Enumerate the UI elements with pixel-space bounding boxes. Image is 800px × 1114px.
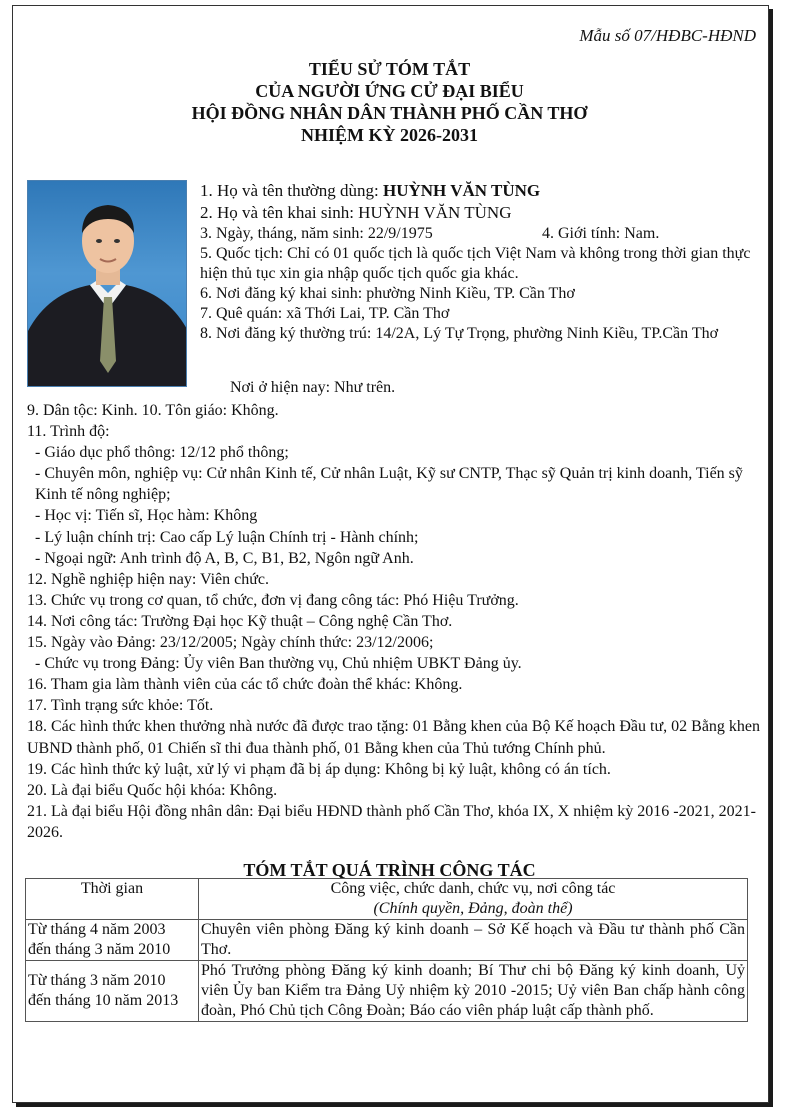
education-heading: 11. Trình độ: [27, 423, 110, 441]
time-end: đến tháng 3 năm 2010 [28, 941, 171, 958]
degree: - Học vị: Tiến sĩ, Học hàm: Không [35, 507, 258, 525]
common-name-label: 1. Họ và tên thường dùng: [200, 181, 383, 200]
birth-name-label: 2. Họ và tên khai sinh: [200, 203, 359, 222]
party-dates: 15. Ngày vào Đảng: 23/12/2005; Ngày chính thức: 23/12/2006; [27, 634, 434, 652]
work-history-heading: TÓM TẮT QUÁ TRÌNH CÔNG TÁC [243, 860, 536, 880]
common-name-row [200, 180, 762, 202]
birth-name-row [200, 202, 762, 224]
occupation: 12. Nghề nghiệp hiện nay: Viên chức. [27, 570, 270, 588]
personal-info [200, 180, 762, 344]
form-number: Mẫu số 07/HĐBC-HĐND [579, 26, 756, 45]
birth-name: HUỲNH VĂN TÙNG [358, 203, 512, 222]
permanent-residence: 8. Nơi đăng ký thường trú: 14/2A, Lý Tự Trọng, phường Ninh Kiều, TP.Cần Thơ [200, 325, 719, 342]
time-start: Từ tháng 3 năm 2010 [28, 972, 166, 989]
portrait-illustration [28, 181, 187, 387]
column-header-work [199, 879, 748, 920]
time-cell [26, 961, 199, 1022]
discipline: 19. Các hình thức kỷ luật, xử lý vi phạm đã bị áp dụng: Không bị kỷ luật, không có án tích. [27, 760, 611, 778]
awards: 18. Các hình thức khen thưởng nhà nước đã được trao tặng: 01 Bằng khen của Bộ Kế hoạch Đầu tư, 02 Bằng khen UBND thành phố, 01 Chiến sĩ thi đua thành phố, 01 Bằng khen của Thủ tướng Chính phủ. [27, 718, 761, 757]
specialty: - Chuyên môn, nghiệp vụ: Cử nhân Kinh tế, Cử nhân Luật, Kỹ sư CNTP, Thạc sỹ Quản trị kinh doanh, Tiến sỹ Kinh tế nông nghiệp; [35, 465, 743, 504]
general-education: - Giáo dục phổ thông: 12/12 phổ thông; [35, 444, 289, 462]
time-cell [26, 920, 199, 961]
workplace: 14. Nơi công tác: Trường Đại học Kỹ thuật – Công nghệ Cần Thơ. [27, 612, 453, 630]
title-line-4: NHIỆM KỲ 2026-2031 [301, 125, 478, 145]
date-of-birth: 3. Ngày, tháng, năm sinh: 22/9/1975 [200, 225, 433, 242]
organizations: 16. Tham gia làm thành viên của các tổ chức đoàn thể khác: Không. [27, 676, 463, 694]
health: 17. Tình trạng sức khỏe: Tốt. [27, 697, 214, 715]
time-end: đến tháng 10 năm 2013 [28, 992, 179, 1009]
description-cell: Chuyên viên phòng Đăng ký kinh doanh – Sở Kế hoạch và Đầu tư thành phố Cần Thơ. [199, 920, 748, 961]
party-position: - Chức vụ trong Đảng: Ủy viên Ban thường vụ, Chủ nhiệm UBKT Đảng ủy. [35, 655, 522, 673]
title-line-2: CỦA NGƯỜI ỨNG CỬ ĐẠI BIỂU [255, 81, 524, 101]
title-line-3: HỘI ĐỒNG NHÂN DÂN THÀNH PHỐ CẦN THƠ [191, 103, 588, 123]
foreign-language: - Ngoại ngữ: Anh trình độ A, B, C, B1, B2, Ngôn ngữ Anh. [35, 549, 414, 567]
document-title [12, 58, 767, 146]
national-assembly: 20. Là đại biểu Quốc hội khóa: Không. [27, 781, 278, 799]
table-row [26, 961, 748, 1022]
hometown: 7. Quê quán: xã Thới Lai, TP. Cần Thơ [200, 305, 450, 322]
table-row [26, 920, 748, 961]
details-section [27, 400, 762, 843]
council-membership: 21. Là đại biểu Hội đồng nhân dân: Đại biểu HĐND thành phố Cần Thơ, khóa IX, X nhiệm kỳ 2016 -2021, 2021-2026. [27, 802, 756, 841]
table-header-row [26, 879, 748, 920]
dob-gender-row [200, 224, 762, 244]
work-history-table [25, 878, 748, 1022]
portrait-photo [27, 180, 187, 387]
nationality: 5. Quốc tịch: Chỉ có 01 quốc tịch là quốc tịch Việt Nam và không trong thời gian thực hiện thủ tục xin gia nhập quốc tịch quốc gia khác. [200, 245, 751, 282]
ethnicity-religion: 9. Dân tộc: Kinh. 10. Tôn giáo: Không. [27, 402, 279, 419]
time-start: Từ tháng 4 năm 2003 [28, 921, 166, 938]
title-line-1: TIỂU SỬ TÓM TẮT [308, 59, 471, 79]
description-cell: Phó Trưởng phòng Đăng ký kinh doanh; Bí Thư chi bộ Đăng ký kinh doanh, Uỷ viên Ủy ban Kiểm tra Đảng Uỷ nhiệm kỳ 2010 -2015; Uỷ viên Ban chấp hành công đoàn, Phó Chủ tịch Công Đoàn; Báo cáo viên pháp luật cấp thành phố. [199, 961, 748, 1022]
current-residence: Nơi ở hiện nay: Như trên. [230, 379, 396, 396]
common-name: HUỲNH VĂN TÙNG [383, 181, 541, 200]
column-header-work-title: Công việc, chức danh, chức vụ, nơi công tác [330, 880, 616, 897]
birth-registration: 6. Nơi đăng ký khai sinh: phường Ninh Kiều, TP. Cần Thơ [200, 285, 575, 302]
gender: 4. Giới tính: Nam. [542, 225, 660, 242]
column-header-time: Thời gian [26, 879, 199, 920]
political-theory: - Lý luận chính trị: Cao cấp Lý luận Chính trị - Hành chính; [35, 528, 419, 546]
current-position: 13. Chức vụ trong cơ quan, tổ chức, đơn vị đang công tác: Phó Hiệu Trưởng. [27, 591, 519, 609]
column-header-work-subtitle: (Chính quyền, Đảng, đoàn thể) [373, 900, 573, 917]
